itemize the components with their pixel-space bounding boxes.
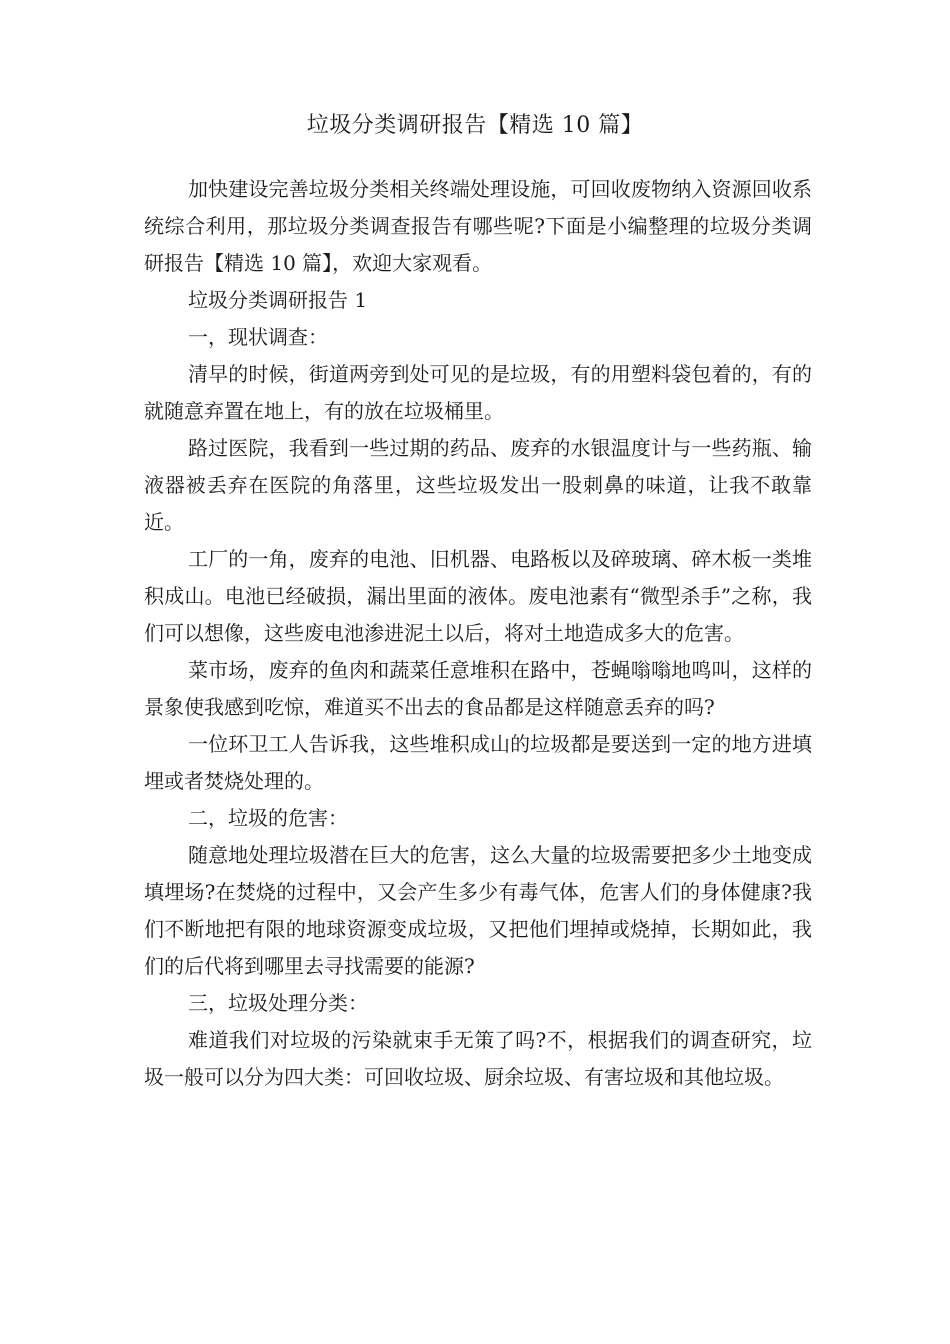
document-title: 垃圾分类调研报告【精选 10 篇】 — [306, 113, 644, 138]
paragraph-street: 清早的时候，街道两旁到处可见的是垃圾，有的用塑料袋包着的，有的就随意弃置在地上，有的放在垃圾桶里。 — [144, 362, 812, 423]
paragraph-harm: 随意地处理垃圾潜在巨大的危害，这么大量的垃圾需要把多少土地变成填埋场?在焚烧的过程中，又会产生多少有毒气体，危害人们的身体健康?我们不断地把有限的地球资源变成垃圾，又把他们埋掉或烧掉，长期如此，我们的后代将到哪里去寻找需要的能源? — [144, 843, 812, 978]
section-heading-harm: 二，垃圾的危害： — [188, 806, 348, 830]
paragraph-classification: 难道我们对垃圾的污染就束手无策了吗?不，根据我们的调查研究，垃圾一般可以分为四大类：可回收垃圾、厨余垃圾、有害垃圾和其他垃圾。 — [144, 1028, 812, 1089]
paragraph-hospital: 路过医院，我看到一些过期的药品、废弃的水银温度计与一些药瓶、输液器被丢弃在医院的角落里，这些垃圾发出一股刺鼻的味道，让我不敢靠近。 — [144, 436, 812, 534]
section-heading-status: 一，现状调查： — [188, 325, 328, 349]
paragraph-intro: 加快建设完善垃圾分类相关终端处理设施，可回收废物纳入资源回收系统综合利用，那垃圾分类调查报告有哪些呢?下面是小编整理的垃圾分类调研报告【精选 10 篇】，欢迎大家观看。 — [144, 177, 812, 275]
section-heading-report-1: 垃圾分类调研报告 1 — [188, 288, 368, 312]
document-body — [144, 171, 812, 1096]
paragraph-sanitation-worker: 一位环卫工人告诉我，这些堆积成山的垃圾都是要送到一定的地方进填埋或者焚烧处理的。 — [144, 732, 812, 793]
paragraph-market: 菜市场，废弃的鱼肉和蔬菜任意堆积在路中，苍蝇嗡嗡地鸣叫，这样的景象使我感到吃惊，难道买不出去的食品都是这样随意丢弃的吗? — [144, 658, 812, 719]
paragraph-factory: 工厂的一角，废弃的电池、旧机器、电路板以及碎玻璃、碎木板一类堆积成山。电池已经破损，漏出里面的液体。废电池素有“微型杀手”之称，我们可以想像，这些废电池渗进泥土以后，将对土地造成多大的危害。 — [144, 547, 812, 645]
section-heading-classification: 三，垃圾处理分类： — [188, 991, 368, 1015]
